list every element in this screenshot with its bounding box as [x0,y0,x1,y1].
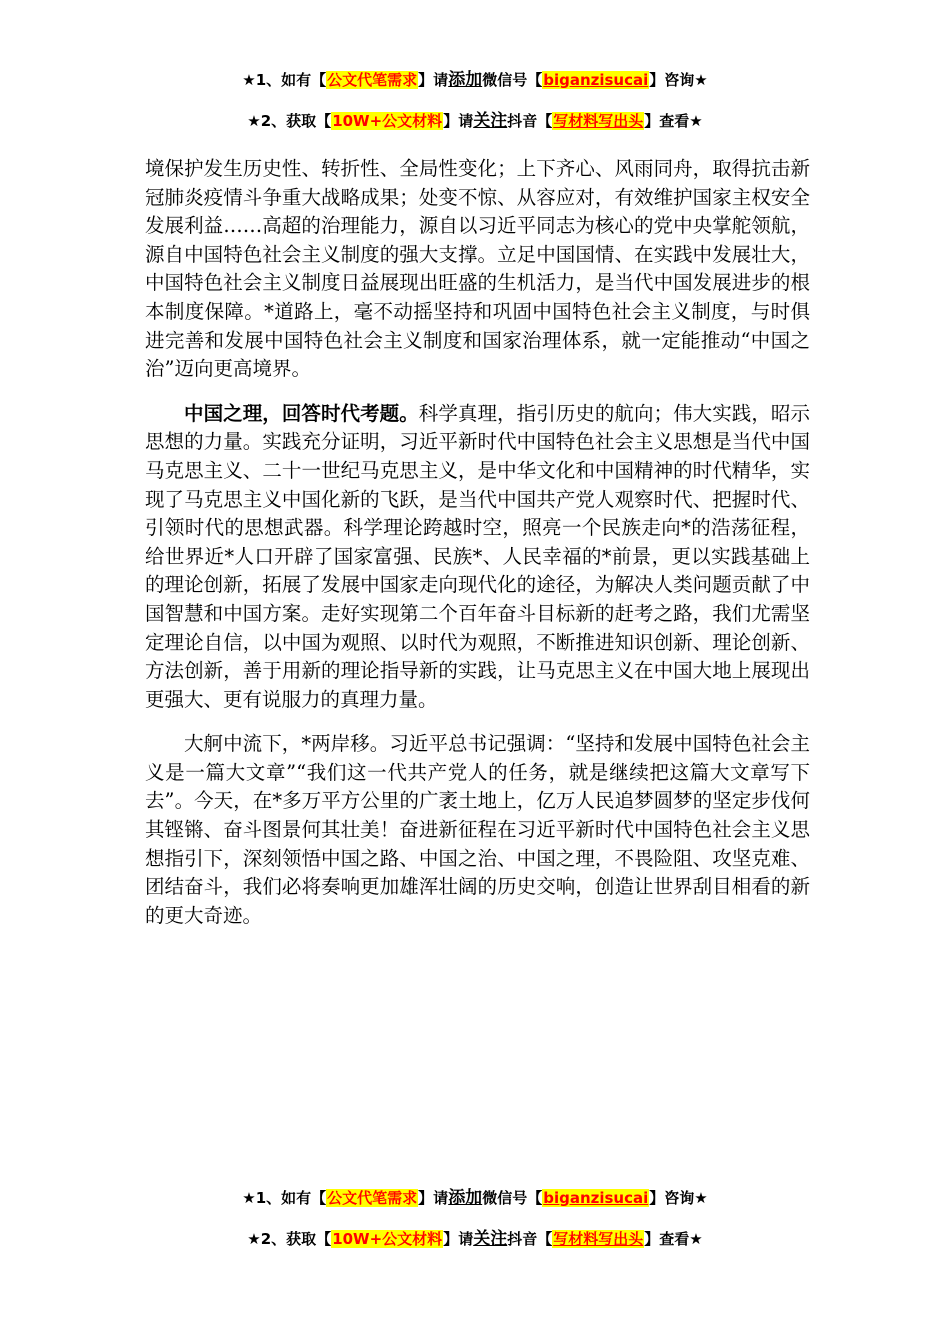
article-body [145,155,810,930]
promo-highlight-douyin-account: 写材料写出头 [553,1230,644,1248]
promo-text: 】请 [443,112,474,130]
promo-highlight-wechat-id: biganzisucai [543,1189,649,1207]
promo-suffix: 】咨询★ [649,71,708,89]
promo-suffix: 】查看★ [644,1230,703,1248]
promo-text: 抖音【 [507,112,553,130]
promo-prefix: ★1、如有【 [242,71,327,89]
paragraph-conclusion: 大舸中流下，*两岸移。习近平总书记强调：“坚持和发展中国特色社会主义是一篇大文章”“我们这一代共产党人的任务，就是继续把这篇大文章写下去”。今天，在*多万平方公里的广袤土地上，亿万人民追梦圆梦的坚定步伐何其铿锵、奋斗图景何其壮美！奋进新征程在习近平新时代中国特色社会主义思想指引下，深刻领悟中国之路、中国之治、中国之理，不畏险阻、攻坚克难、团结奋斗，我们必将奏响更加雄浑壮阔的历史交响，创造让世界刮目相看的新的更大奇迹。 [145,732,810,927]
promo-prefix: ★2、获取【 [247,112,332,130]
promo-emphasis: 关注 [473,111,508,131]
footer-promo-line-2 [0,1228,950,1250]
header-promo-line-2 [0,110,950,132]
paragraph-lead-heading: 中国之理，回答时代考题。 [184,401,419,425]
promo-highlight-materials: 10W+公文材料 [332,1230,443,1248]
promo-emphasis: 关注 [473,1229,508,1249]
promo-text: 】请 [418,71,449,89]
paragraph-chinese-theory [145,400,810,715]
promo-suffix: 】查看★ [644,112,703,130]
promo-text: 】请 [418,1189,449,1207]
promo-emphasis: 添加 [448,70,483,90]
promo-prefix: ★1、如有【 [242,1189,327,1207]
promo-highlight-service: 公文代笔需求 [327,71,418,89]
promo-text: 微信号【 [482,71,543,89]
paragraph-continued: 境保护发生历史性、转折性、全局性变化；上下齐心、风雨同舟，取得抗击新冠肺炎疫情斗争重大战略成果；处变不惊、从容应对，有效维护国家主权安全发展利益……高超的治理能力，源自以习近平同志为核心的党中央掌舵领航，源自中国特色社会主义制度的强大支撑。立足中国国情、在实践中发展壮大，中国特色社会主义制度日益展现出旺盛的生机活力，是当代中国发展进步的根本制度保障。*道路上，毫不动摇坚持和巩固中国特色社会主义制度，与时俱进完善和发展中国特色社会主义制度和国家治理体系，就一定能推动“中国之治”迈向更高境界。 [145,157,810,381]
promo-suffix: 】咨询★ [649,1189,708,1207]
promo-emphasis: 添加 [448,1188,483,1208]
promo-text: 抖音【 [507,1230,553,1248]
promo-highlight-douyin-account: 写材料写出头 [553,112,644,130]
header-promo-line-1 [0,69,950,91]
promo-text: 微信号【 [482,1189,543,1207]
promo-highlight-wechat-id: biganzisucai [543,71,649,89]
paragraph-text: 科学真理，指引历史的航向；伟大实践，昭示思想的力量。实践充分证明，习近平新时代中国特色社会主义思想是当代中国马克思主义、二十一世纪马克思主义，是中华文化和中国精神的时代精华，实现了马克思主义中国化新的飞跃，是当代中国共产党人观察时代、把握时代、引领时代的思想武器。科学理论跨越时空，照亮一个民族走向*的浩荡征程，给世界近*人口开辟了国家富强、民族*、人民幸福的*前景，更以实践基础上的理论创新，拓展了发展中国家走向现代化的途径，为解决人类问题贡献了中国智慧和中国方案。走好实现第二个百年奋斗目标新的赶考之路，我们尤需坚定理论自信，以中国为观照、以时代为观照，不断推进知识创新、理论创新、方法创新，善于用新的理论指导新的实践，让马克思主义在中国大地上展现出更强大、更有说服力的真理力量。 [145,401,810,711]
promo-text: 】请 [443,1230,474,1248]
footer-promo-line-1 [0,1187,950,1209]
promo-highlight-materials: 10W+公文材料 [332,112,443,130]
promo-prefix: ★2、获取【 [247,1230,332,1248]
promo-highlight-service: 公文代笔需求 [327,1189,418,1207]
